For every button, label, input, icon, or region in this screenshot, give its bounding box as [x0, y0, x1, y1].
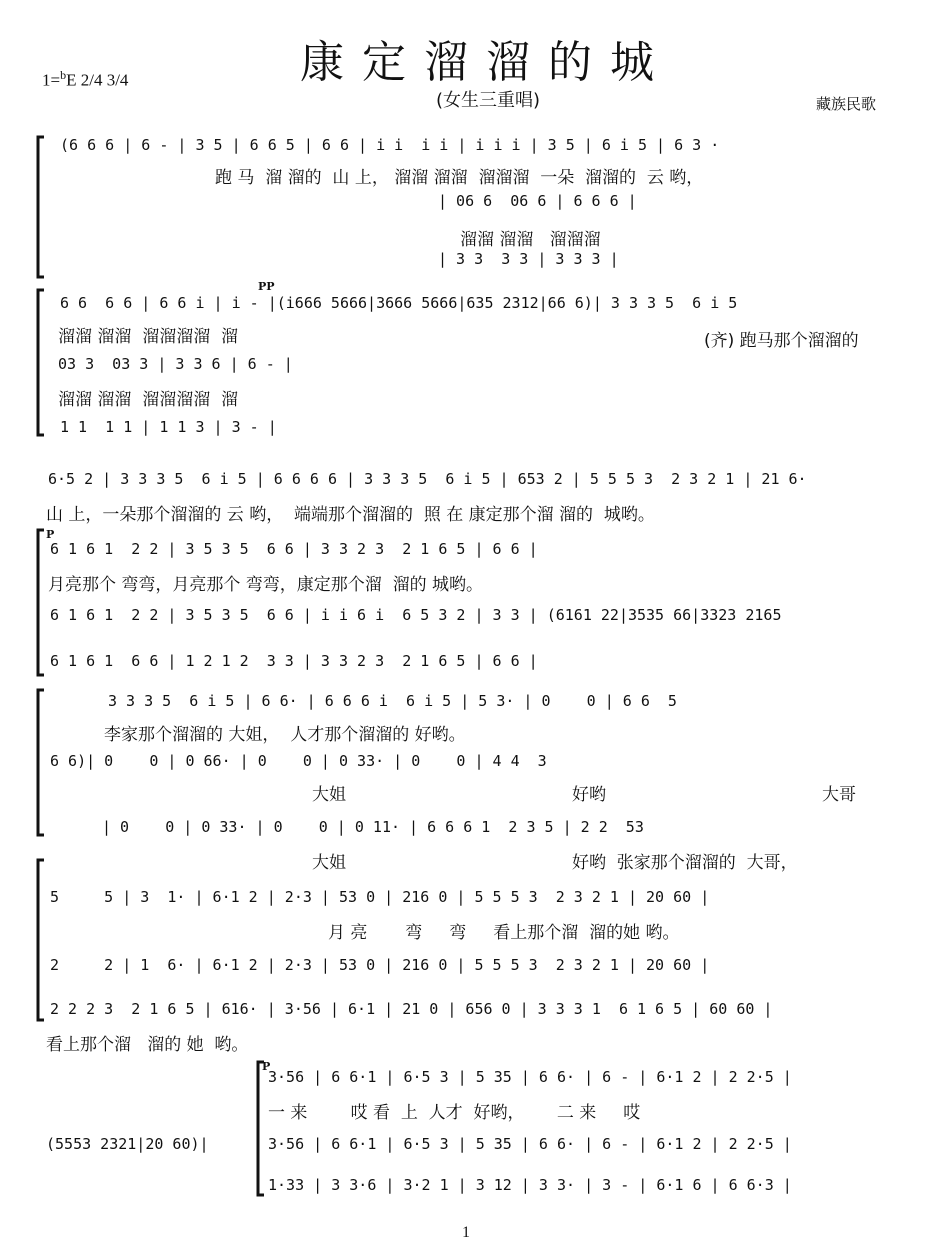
- song-origin: 藏族民歌: [816, 95, 877, 113]
- system6-lyric: 月 亮 弯 弯 看上那个溜 溜的她 哟。: [328, 923, 680, 943]
- system2-dynamic: PP: [258, 280, 275, 293]
- system5-voice2-lyric-2: 好哟: [572, 785, 606, 805]
- system1-melody: (6 6 6 | 6 - | 3 5 | 6 6 5 | 6 6 | i i i i | i i i | 3 5 | 6 i 5 | 6 3 ·: [60, 136, 720, 154]
- song-title: 康定溜溜的城: [300, 37, 672, 88]
- system7-dynamic: P: [262, 1060, 271, 1073]
- system5-voice2-lyric-1: 大姐: [312, 785, 346, 805]
- system5-voice3-lyric-2: 好哟 张家那个溜溜的 大哥，: [572, 853, 798, 873]
- system2-lyric: 溜溜 溜溜 溜溜溜溜 溜: [58, 327, 239, 347]
- time-signature: 2/4 3/4: [80, 70, 129, 90]
- system5-melody: 3 3 3 5 6 i 5 | 6 6· | 6 6 6 i 6 i 5 | 5 3· | 0 0 | 6 6 5: [108, 692, 677, 710]
- system7-voice2: 3·56 | 6 6·1 | 6·5 3 | 5 35 | 6 6· | 6 - | 6·1 2 | 2 2·5 |: [268, 1135, 792, 1153]
- system2-voice3: 1 1 1 1 | 1 1 3 | 3 - |: [60, 418, 277, 436]
- system3-melody: 6·5 2 | 3 3 3 5 6 i 5 | 6 6 6 6 | 3 3 3 5 6 i 5 | 653 2 | 5 5 5 3 2 3 2 1 | 21 6·: [48, 470, 807, 488]
- system4-voice3: 6 1 6 1 6 6 | 1 2 1 2 3 3 | 3 3 2 3 2 1 6 5 | 6 6 |: [50, 652, 538, 670]
- system7-melody: 3·56 | 6 6·1 | 6·5 3 | 5 35 | 6 6· | 6 - | 6·1 2 | 2 2·5 |: [268, 1068, 792, 1086]
- system1-voice2-lyric: 溜溜 溜溜 溜溜溜: [460, 230, 601, 250]
- key-flat: b: [60, 68, 67, 82]
- system6-melody: 5 5 | 3 1· | 6·1 2 | 2·3 | 53 0 | 216 0 | 5 5 5 3 2 3 2 1 | 20 60 |: [50, 888, 710, 906]
- system7-intro: (5553 2321|20 60)|: [46, 1135, 209, 1153]
- system5-voice3: | 0 0 | 0 33· | 0 0 | 0 11· | 6 6 6 1 2 3 5 | 2 2 53: [102, 818, 644, 836]
- system7-voice3: 1·33 | 3 3·6 | 3·2 1 | 3 12 | 3 3· | 3 - | 6·1 6 | 6 6·3 |: [268, 1176, 792, 1194]
- key-prefix: 1=: [42, 70, 61, 90]
- system5-lyric: 李家那个溜溜的 大姐， 人才那个溜溜的 好哟。: [104, 725, 466, 745]
- system4-lyric: 月亮那个 弯弯，月亮那个 弯弯，康定那个溜 溜的 城哟。: [48, 575, 484, 595]
- system4-voice2: 6 1 6 1 2 2 | 3 5 3 5 6 6 | i i 6 i 6 5 3 2 | 3 3 | (6161 22|3535 66|3323 2165: [50, 606, 782, 624]
- system1-lyric: 跑 马 溜 溜的 山 上， 溜溜 溜溜 溜溜溜 一朵 溜溜的 云 哟，: [215, 168, 704, 188]
- system6-voice2: 2 2 | 1 6· | 6·1 2 | 2·3 | 53 0 | 216 0 | 5 5 5 3 2 3 2 1 | 20 60 |: [50, 956, 710, 974]
- system7-lyric: 一 来 哎 看 上 人才 好哟， 二 来 哎: [268, 1103, 641, 1123]
- system1-voice3: | 3 3 3 3 | 3 3 3 |: [438, 250, 619, 268]
- system5-voice2-lyric-3: 大哥: [822, 785, 856, 805]
- system6-voice3: 2 2 2 3 2 1 6 5 | 616· | 3·56 | 6·1 | 21 0 | 656 0 | 3 3 3 1 6 1 6 5 | 60 60 |: [50, 1000, 773, 1018]
- system2-voice2: 03 3 03 3 | 3 3 6 | 6 - |: [58, 355, 293, 373]
- system4-melody: 6 1 6 1 2 2 | 3 5 3 5 6 6 | 3 3 2 3 2 1 6 5 | 6 6 |: [50, 540, 538, 558]
- system2-voice2-lyric: 溜溜 溜溜 溜溜溜溜 溜: [58, 390, 239, 410]
- song-subtitle: (女生三重唱): [436, 90, 541, 111]
- system1-voice2: | 06 6 06 6 | 6 6 6 |: [438, 192, 637, 210]
- system4-dynamic: P: [46, 528, 55, 541]
- system6-voice3-lyric: 看上那个溜 溜的 她 哟。: [46, 1035, 249, 1055]
- system2-melody: 6 6 6 6 | 6 6 i | i - |(i666 5666|3666 5666|635 2312|66 6)| 3 3 3 5 6 i 5: [60, 294, 738, 312]
- system2-lyric-tutti: (齐) 跑马那个溜溜的: [704, 331, 859, 351]
- system3-lyric: 山 上，一朵那个溜溜的 云 哟， 端端那个溜溜的 照 在 康定那个溜 溜的 城哟。: [46, 505, 655, 525]
- system5-voice2: 6 6)| 0 0 | 0 66· | 0 0 | 0 33· | 0 0 | 4 4 3: [50, 752, 547, 770]
- page-number: 1: [462, 1224, 470, 1241]
- system5-voice3-lyric-1: 大姐: [312, 853, 346, 873]
- key-note: E: [66, 70, 77, 90]
